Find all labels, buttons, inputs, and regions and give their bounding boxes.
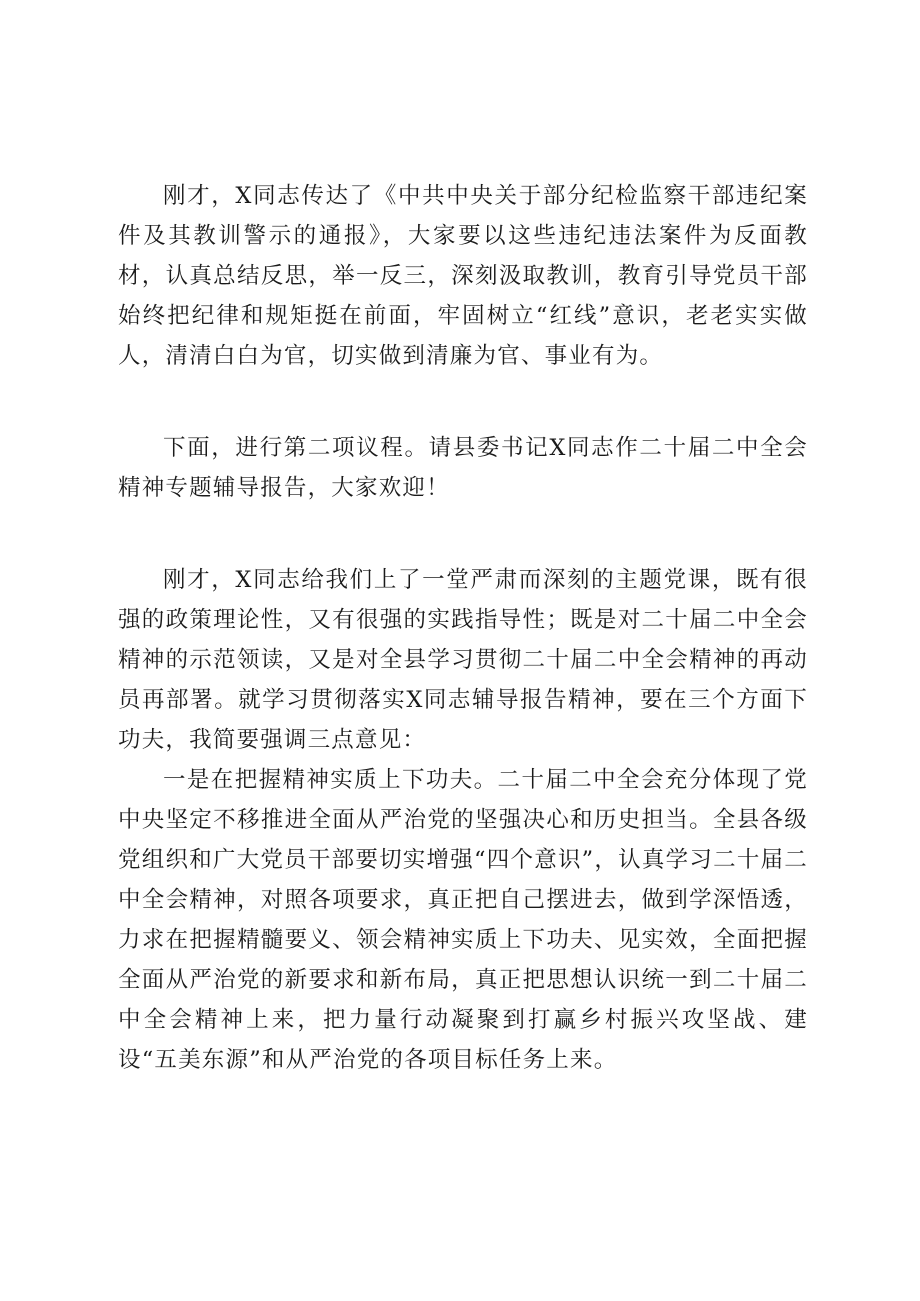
paragraph-point-one: 一是在把握精神实质上下功夫。二十届二中全会充分体现了党中央坚定不移推进全面从严治党的坚强决心和历史担当。全县各级党组织和广大党员干部要切实增强“四个意识”，认真学习二十届二中全会精神，对照各项要求，真正把自己摆进去，做到学深悟透，力求在把握精髓要义、领会精神实质上下功夫、见实效，全面把握全面从严治党的新要求和新布局，真正把思想认识统一到二十届二中全会精神上来，把力量行动凝聚到打赢乡村振兴攻坚战、建设“五美东源”和从严治党的各项目标任务上来。	[118, 767, 808, 1073]
paragraph-conveyed-circular: 刚才，X同志传达了《中共中央关于部分纪检监察干部违纪案件及其教训警示的通报》，大家要以这些违纪违法案件为反面教材，认真总结反思，举一反三，深刻汲取教训，教育引导党员干部始终把纪律和规矩挺在前面，牢固树立“红线”意识，老老实实做人，清清白白为官，切实做到清廉为官、事业有为。	[118, 183, 808, 369]
paragraph-party-lecture-summary: 刚才，X同志给我们上了一堂严肃而深刻的主题党课，既有很强的政策理论性，又有很强的实践指导性；既是对二十届二中全会精神的示范领读，又是对全县学习贯彻二十届二中全会精神的再动员再部署。就学习贯彻落实X同志辅导报告精神，要在三个方面下功夫，我简要强调三点意见：	[118, 567, 808, 753]
document-body	[118, 176, 808, 1080]
paragraph-second-agenda: 下面，进行第二项议程。请县委书记X同志作二十届二中全会精神专题辅导报告，大家欢迎！	[118, 435, 808, 501]
